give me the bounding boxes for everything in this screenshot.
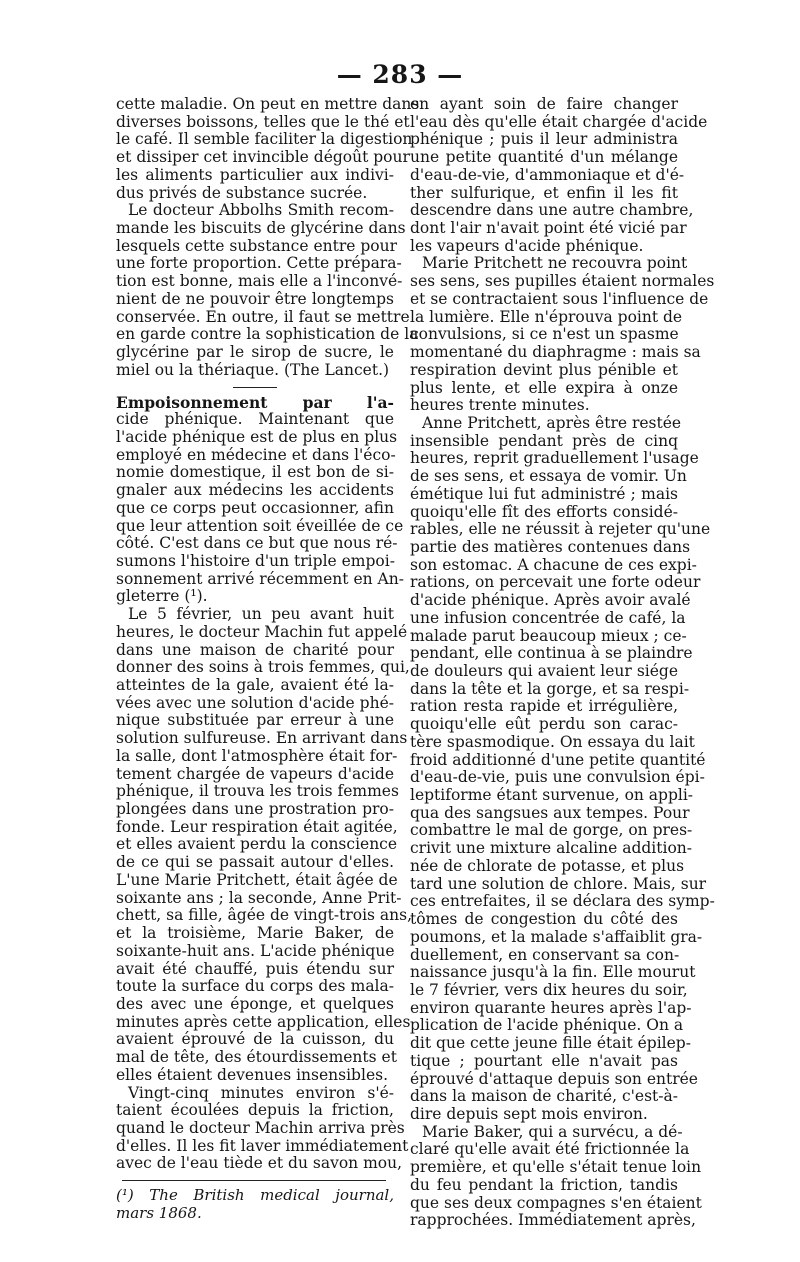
paragraph-anne-pritchett [410,413,715,1124]
text-line: tement chargée de vapeurs d'acide [116,764,394,783]
text-line: quoiqu'elle fît des efforts considé- [410,502,678,521]
text-line: diverses boissons, telles que le thé et [116,112,410,131]
text-line: et elles avaient perdu la conscience [116,835,398,854]
text-line: nomie domestique, il est bon de si- [116,463,394,482]
text-line: tard une solution de chlore. Mais, sur [410,874,707,893]
text-line: les aliments particulier aux indivi- [116,165,394,184]
text-line: lesquels cette substance entre pour [116,236,397,255]
footnote-rule [122,1180,386,1181]
text-line: ration resta rapide et irrégulière, [410,697,678,716]
paragraph-abbolhs-smith [116,201,419,379]
text-line: en garde contre la sophistication de la [116,325,419,344]
right-column [410,95,715,1230]
text-line: nient de ne pouvoir être longtemps [116,289,394,308]
paragraph-continuation [410,95,708,255]
text-line: quoiqu'elle eût perdu son carac- [410,715,678,734]
text-line: en ayant soin de faire changer [410,95,678,113]
text-line: sumons l'histoire d'un triple empoi- [116,551,395,570]
text-line: cide phénique. Maintenant que [116,410,394,429]
text-line: avait été chauffé, puis étendu sur [116,959,394,978]
text-line: du feu pendant la friction, tandis [410,1175,678,1194]
paragraph-marie-baker [410,1122,702,1230]
text-line: convulsions, si ce n'est un spasme [410,325,679,344]
text-line: rapprochées. Immédiatement après, [410,1211,696,1230]
text-line: heures, le docteur Machin fut appelé [116,622,408,641]
text-line: dit que cette jeune fille était épilep- [410,1034,691,1053]
text-line: phénique, il trouva les trois femmes [116,782,399,801]
text-line: rables, elle ne réussit à rejeter qu'une [410,520,711,539]
text-line: le 7 février, vers dix heures du soir, [410,980,688,999]
text-line: tion est bonne, mais elle a l'inconvé- [116,272,403,291]
paragraph-5-fevrier [116,605,413,1084]
text-line: dus privés de substance sucrée. [116,183,368,202]
text-line: malade parut beaucoup mieux ; ce- [410,626,687,645]
footnote [116,1187,394,1222]
footnote-line: mars 1868. [116,1203,202,1222]
text-line: claré qu'elle avait été frictionnée la [410,1140,690,1159]
text-line: née de chlorate de potasse, et plus [410,856,685,875]
text-line: respiration devint plus pénible et [410,360,678,379]
text-line: minutes après cette application, elles [116,1012,411,1031]
text-line: ces entrefaites, il se déclara des symp- [410,892,715,911]
text-line: la salle, dont l'atmosphère était for- [116,746,398,765]
text-line: émétique lui fut administré ; mais [410,484,678,503]
text-line: duellement, en conservant sa con- [410,945,680,964]
text-line: côté. C'est dans ce but que nous ré- [116,534,398,553]
text-line: cette maladie. On peut en mettre dans [116,95,420,113]
text-line: de ses sens, et essaya de vomir. Un [410,467,687,486]
text-line: nique substituée par erreur à une [116,711,394,730]
text-line: descendre dans une autre chambre, [410,201,694,220]
text-line: qua des sangsues aux tempes. Pour [410,803,690,822]
text-line: avaient éprouvé de la cuisson, du [116,1030,394,1049]
text-line: ther sulfurique, et enfin il les fit [410,183,678,202]
paragraph-marie-pritchett [410,254,715,415]
text-line: d'eau-de-vie, puis une convulsion épi- [410,768,705,787]
text-line: Marie Pritchett ne recouvra point [422,254,688,273]
text-line: combattre le mal de gorge, on pres- [410,821,693,840]
text-line: toute la surface du corps des mala- [116,977,394,996]
text-line: et dissiper cet invincible dégoût pour [116,148,410,167]
text-line: elles étaient devenues insensibles. [116,1065,388,1084]
text-line: une forte proportion. Cette prépara- [116,254,402,273]
text-line: son estomac. A chacune de ces expi- [410,555,697,574]
text-line: des avec une éponge, et quelques [116,994,394,1013]
paragraph-vingt-cinq-minutes [116,1083,409,1174]
text-line: conservée. En outre, il faut se mettre [116,307,410,326]
text-line: d'elles. Il les fit laver immédiatement [116,1136,409,1155]
text-line: momentané du diaphragme : mais sa [410,343,701,362]
text-line: soixante-huit ans. L'acide phénique [116,941,395,960]
text-line: soixante ans ; la seconde, Anne Prit- [116,888,402,907]
text-line: Marie Baker, qui a survécu, a dé- [422,1122,683,1141]
text-line: dans la tête et la gorge, et sa respi- [410,679,690,698]
text-line: les vapeurs d'acide phénique. [410,236,644,255]
text-line: d'eau-de-vie, d'ammoniaque et d'é- [410,165,685,184]
text-line: heures, reprit graduellement l'usage [410,449,699,468]
text-line: environ quarante heures après l'ap- [410,998,692,1017]
text-line: la lumière. Elle n'éprouva point de [410,307,683,326]
text-line: atteintes de la gale, avaient été la- [116,676,394,694]
text-line: première, et qu'elle s'était tenue loin [410,1158,702,1177]
text-line: le café. Il semble faciliter la digestion [116,130,413,149]
text-line: avec de l'eau tiède et du savon mou, [116,1154,403,1173]
left-column [116,95,420,1223]
text-line: sonnement arrivé récemment en An- [116,569,404,588]
text-line: rations, on percevait une forte odeur [410,573,701,592]
text-line: poumons, et la malade s'affaiblit gra- [410,927,703,946]
text-line: Le docteur Abbolhs Smith recom- [128,201,394,220]
text-line: heures trente minutes. [410,396,590,415]
text-line: et se contractaient sous l'influence de [410,289,709,308]
text-line: donner des soins à trois femmes, qui, [116,658,410,677]
text-line: une petite quantité d'un mélange [410,148,678,167]
section-empoisonnement [116,392,404,607]
text-line: Le 5 février, un peu avant huit [128,605,394,624]
text-line: dans une maison de charité pour [116,640,394,659]
footnote-line: (¹) The British medical journal, [116,1186,394,1205]
text-line: taient écoulées depuis la friction, [116,1101,394,1120]
text-line: L'une Marie Pritchett, était âgée de [116,870,398,889]
text-line: vées avec une solution d'acide phé- [116,693,394,712]
text-line: Anne Pritchett, après être restée [422,413,682,432]
text-line: leptiforme étant survenue, on appli- [410,786,694,805]
paragraph-glycerine-end [116,95,420,202]
text-line: dont l'air n'avait point été vicié par [410,219,687,238]
text-line: que leur attention soit éveillée de ce [116,516,404,535]
text-line: mande les biscuits de glycérine dans [116,219,406,238]
text-line: dire depuis sept mois environ. [410,1104,648,1123]
text-line: d'acide phénique. Après avoir avalé [410,591,691,610]
text-line: plus lente, et elle expira à onze [410,378,678,397]
text-line: dans la maison de charité, c'est-à- [410,1087,678,1106]
text-line: tique ; pourtant elle n'avait pas [410,1051,678,1070]
text-line: mal de tête, des étourdissements et [116,1048,397,1067]
text-line: employé en médecine et dans l'éco- [116,445,396,464]
section-heading: Empoisonnement par l'a- [116,392,394,412]
text-line: de ce qui se passait autour d'elles. [116,853,394,872]
text-line: une infusion concentrée de café, la [410,608,686,627]
text-line: l'acide phénique est de plus en plus [116,427,398,446]
text-line: fonde. Leur respiration était agitée, [116,817,398,836]
text-line: glycérine par le sirop de sucre, le [116,343,394,362]
text-line: de douleurs qui avaient leur siége [410,662,678,680]
text-line: miel ou la thériaque. (The Lancet.) [116,360,390,379]
text-line: et la troisième, Marie Baker, de [116,924,394,943]
text-line: gleterre (¹). [116,587,208,606]
text-line: solution sulfureuse. En arrivant dans [116,729,408,748]
text-line: que ce corps peut occasionner, afin [116,498,394,517]
text-line: froid additionné d'une petite quantité [410,750,706,769]
page-number: — 283 — [336,60,464,89]
text-line: tère spasmodique. On essaya du lait [410,732,695,751]
text-line: ses sens, ses pupilles étaient normales [410,272,715,291]
text-line: pendant, elle continua à se plaindre [410,644,693,663]
text-line: que ses deux compagnes s'en étaient [410,1193,702,1212]
text-line: éprouvé d'attaque depuis son entrée [410,1069,698,1088]
text-line: crivit une mixture alcaline addition- [410,839,692,858]
text-line: l'eau dès qu'elle était chargée d'acide [410,112,708,131]
text-line: gnaler aux médecins les accidents [116,481,394,500]
section-divider [233,387,277,388]
text-line: insensible pendant près de cinq [410,431,678,450]
text-line: plication de l'acide phénique. On a [410,1016,684,1035]
text-line: naissance jusqu'à la fin. Elle mourut [410,963,696,982]
text-line: Vingt-cinq minutes environ s'é- [128,1083,394,1102]
text-line: quand le docteur Machin arriva près [116,1118,405,1137]
text-line: plongées dans une prostration pro- [116,800,394,819]
text-line: partie des matières contenues dans [410,537,691,556]
text-line: chett, sa fille, âgée de vingt-trois ans, [116,906,413,925]
text-line: phénique ; puis il leur administra [410,130,678,149]
text-line: tômes de congestion du côté des [410,910,678,929]
